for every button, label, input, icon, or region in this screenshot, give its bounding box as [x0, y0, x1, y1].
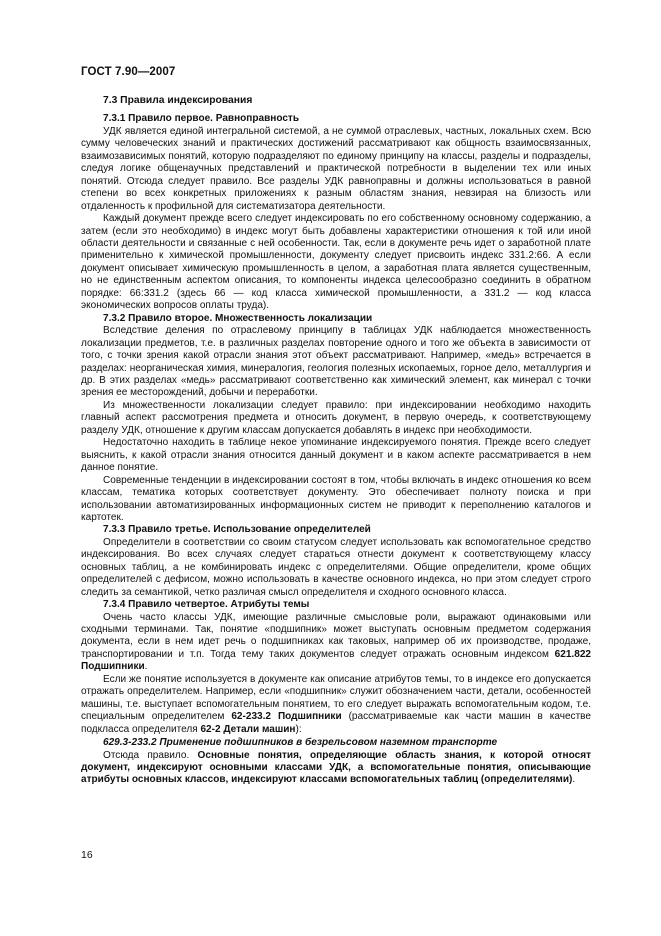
paragraph-text: Очень часто классы УДК, имеющие различные смысловые роли, выражают одинаковыми или сходными терминами. Так, понятие «подшипник» может выступать основным предметом содержания документа, если в нем идет речь о подшипниках как таковых, например об их производстве, продаже, транспортировании и т.п. Тогда тему таких документов следует отражать основным индексом	[81, 611, 591, 660]
subsection-heading: 7.3.2 Правило второе. Множественность локализации	[103, 312, 373, 324]
paragraph-text: Каждый документ прежде всего следует индексировать по его собственному основному содержанию, а затем (если это необходимо) в индекс могут быть добавлены характеристики отношения к той или иной области деятельности и связанные с ней особенности. Так, если в документе речь идет о заработной плате применительно к химической промышленности, документу следует присвоить индекс 331.2:66. А если документ описывает химическую промышленность в целом, а заработная плата является существенным, но не единственным аспектом описания, то компоненты индекса целесообразно соединить в обратном порядке: 66:331.2 (здесь 66 — код класса химической промышленности, а 331.2 — код класса экономических вопросов оплаты труда).	[81, 213, 591, 312]
paragraph-text: Современные тенденции в индексировании состоят в том, чтобы включать в индекс отношения ко всем классам, тематика которых соответствует документу. Это обеспечивает полноту поиска и при использовании автоматизированных информационных систем не приводит к переполнению каталогов и картотек.	[81, 474, 591, 523]
paragraph-text: Определители в соответствии со своим статусом следует использовать как вспомогательное средство индексирования. Во всех случаях следует стараться отнести документ к соответствующему классу основных таблиц, а не комбинировать индекс с определителями. Общие определители, кроме общих определителей с дефисом, можно использовать в качестве основного индекса, но при этом следует строго следить за семантикой, четко различая смысл определителя и сходного основного класса.	[81, 536, 591, 598]
paragraph	[81, 612, 591, 674]
paragraph	[81, 400, 591, 437]
bold-term: 62-2 Детали машин	[200, 723, 296, 735]
paragraph-text: Недостаточно находить в таблице некое упоминание индексируемого понятия. Прежде всего следует выяснить, к какой отрасли знания относится данный документ и в каком аспекте рассматривается в нем данное понятие.	[81, 437, 591, 474]
bold-term: Основные понятия, определяющие область знания, к которой относят документ, индексируют основными классами УДК, а вспомогательные понятия, описывающие атрибуты основных классов, индексируют классами вспомогательных таблиц (определителями)	[81, 749, 592, 786]
paragraph	[81, 213, 591, 313]
paragraph-text: .	[144, 661, 148, 673]
subsection-heading: 7.3.3 Правило третье. Использование определителей	[103, 524, 371, 536]
subsection-heading: 7.3.4 Правило четвертое. Атрибуты темы	[103, 599, 310, 611]
paragraph-text: УДК является единой интегральной системой, а не суммой отраслевых, частных, локальных схем. Всю сумму человеческих знаний и практических достижений рассматривают как общность взаимосвязанных, взаимозависимых понятий, которую подразделяют по единому принципу на классы, разделы и подразделы, следуя логике общенаучных представлений и практической потребности в выделении тех или иных понятий. Отсюда следует правило. Все разделы УДК равноправны и должны использоваться в равной степени во всех конкретных приложениях к разным областям знания, невзирая на близость или отдаленность к профильной для систематизатора деятельности.	[81, 125, 591, 212]
bold-term: 621.822 Подшипники	[81, 648, 591, 673]
paragraph-text: .	[572, 774, 576, 786]
bold-term: 62-233.2 Подшипники	[231, 711, 342, 723]
paragraph-text: Если же понятие используется в документе как описание атрибутов темы, то в индексе его допускается отражать определителем. Например, если «подшипник» служит обозначением части, детали, особенностей машины, т.е. выступает вспомогательным понятием, то его следует выражать вспомогательным кодом, т.е. специальным определителем	[81, 673, 591, 723]
paragraph-text: ):	[295, 723, 302, 735]
document-code-header: ГОСТ 7.90—2007	[81, 66, 176, 78]
subsection-heading: 7.3.1 Правило первое. Равноправность	[103, 113, 300, 125]
page-number: 16	[81, 849, 93, 861]
paragraph-text: (рассматриваемые как части машин в качестве подкласса определителя	[81, 711, 591, 735]
section-title: 7.3 Правила индексирования	[103, 95, 253, 106]
paragraph-text: Отсюда правило.	[103, 749, 198, 761]
paragraph	[81, 674, 591, 736]
paragraph	[81, 437, 591, 474]
main-content	[81, 95, 591, 787]
paragraph	[81, 750, 591, 787]
paragraph-text: Вследствие деления по отраслевому принципу в таблицах УДК наблюдается множественность локализации предметов, т.е. в различных разделах повторение одного и того же объекта в зависимости от того, с точки зрения какой отрасли знания этот объект рассматривают. Например, «медь» встречается в разделах: неорганическая химия, минералогия, геология полезных ископаемых, горное дело, металлургия и др. В этих разделах «медь» рассматривают соответственно как химический элемент, как минерал с точки зрения ее месторождений, добычи и переработки.	[81, 325, 591, 399]
paragraph	[81, 126, 591, 213]
paragraph	[81, 537, 591, 599]
example-index: 629.3-233.2 Применение подшипников в безрельсовом наземном транспорте	[103, 737, 498, 749]
paragraph	[81, 475, 591, 525]
paragraph-text: Из множественности локализации следует правило: при индексировании необходимо находить главный аспект рассмотрения предмета и относить документ, в первую очередь, к соответствующему разделу УДК, отношение к другим классам допускается добавлять в индекс при необходимости.	[81, 399, 591, 436]
paragraph	[81, 325, 591, 400]
